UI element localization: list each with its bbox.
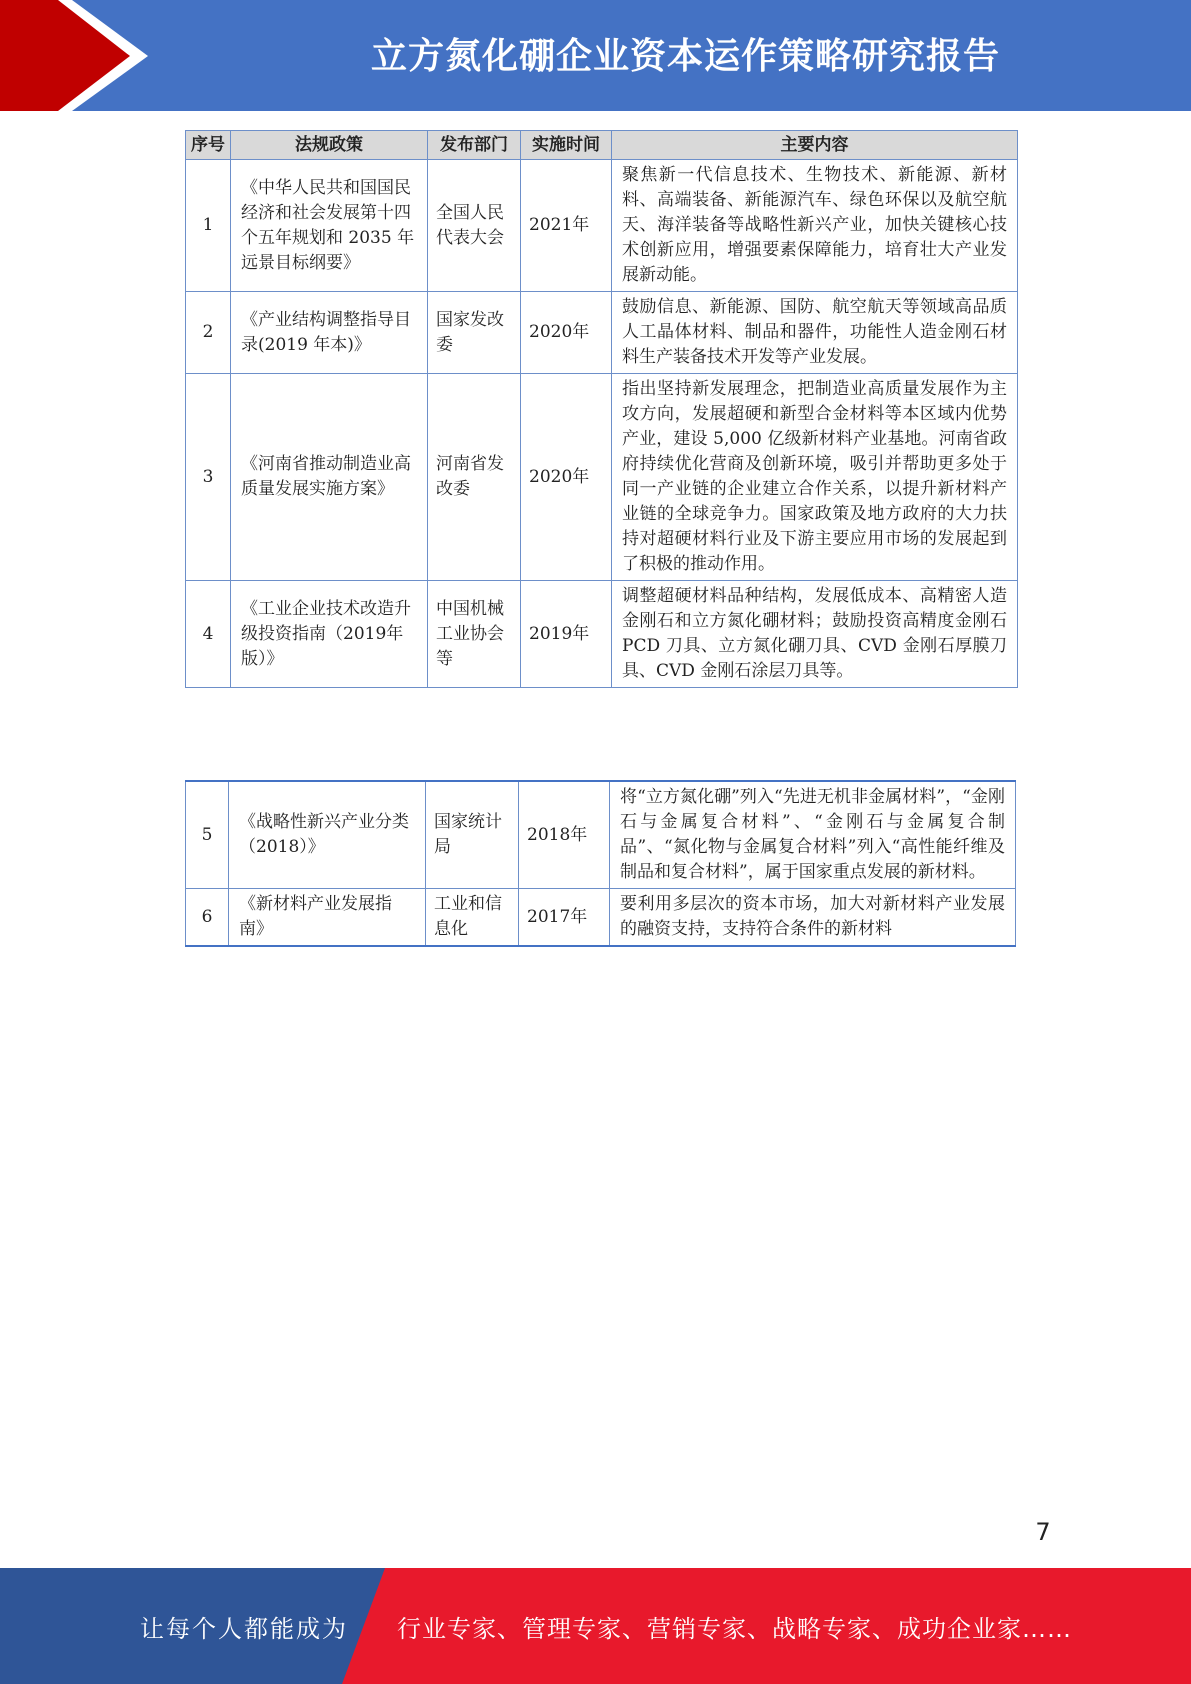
row-content bbox=[610, 889, 1016, 947]
table-row bbox=[186, 160, 1018, 292]
table-row bbox=[186, 581, 1018, 688]
row-time bbox=[519, 889, 610, 947]
row-content: 聚焦新一代信息技术、生物技术、新能源、新材料、高端装备、新能源汽车、绿色环保以及航空航天、海洋装备等战略性新兴产业，加快关键核心技术创新应用，增强要素保障能力，培育壮大产业发展新动能。 bbox=[612, 160, 1018, 292]
row-policy-name: 《河南省推动制造业高质量发展实施方案》 bbox=[231, 374, 428, 581]
row-no: 2 bbox=[186, 292, 231, 374]
row-time: 2021年 bbox=[521, 160, 612, 292]
row-time: 2019年 bbox=[521, 581, 612, 688]
row-dept bbox=[426, 889, 519, 947]
col-header-time: 实施时间 bbox=[521, 131, 612, 160]
row-no: 3 bbox=[186, 374, 231, 581]
row-dept-text: 工业和信息化 bbox=[434, 894, 502, 939]
row-time: 2020年 bbox=[521, 292, 612, 374]
row-no: 5 bbox=[186, 781, 229, 889]
row-content: 调整超硬材料品种结构，发展低成本、高精密人造金刚石和立方氮化硼材料；鼓励投资高精度金刚石 PCD 刀具、立方氮化硼刀具、CVD 金刚石厚膜刀具、CVD 金刚石涂层刀具等。 bbox=[612, 581, 1018, 688]
row-dept: 国家统计局 bbox=[426, 781, 519, 889]
row-content: 鼓励信息、新能源、国防、航空航天等领域高品质人工晶体材料、制品和器件，功能性人造金刚石材料生产装备技术开发等产业发展。 bbox=[612, 292, 1018, 374]
table-row bbox=[186, 889, 1016, 947]
page-footer bbox=[0, 1568, 1191, 1684]
row-dept: 河南省发改委 bbox=[428, 374, 521, 581]
row-no: 6 bbox=[186, 889, 229, 947]
row-policy-name-text: 《新材料产业发展指南》 bbox=[239, 894, 392, 939]
table-row bbox=[186, 374, 1018, 581]
row-policy-name: 《战略性新兴产业分类（2018）》 bbox=[229, 781, 426, 889]
row-content: 将“立方氮化硼”列入“先进无机非金属材料”，“金刚石与金属复合材料”、“金刚石与金属复合制品”、“氮化物与金属复合材料”列入“高性能纤维及制品和复合材料”，属于国家重点发展的新材料。 bbox=[610, 781, 1016, 889]
policy-table-continued bbox=[185, 780, 1016, 947]
row-dept: 国家发改委 bbox=[428, 292, 521, 374]
table-row bbox=[186, 781, 1016, 889]
header-arrow-decoration bbox=[0, 0, 200, 111]
footer-slogan-left: 让每个人都能成为 bbox=[140, 1614, 348, 1643]
row-policy-name: 《中华人民共和国国民经济和社会发展第十四个五年规划和 2035 年远景目标纲要》 bbox=[231, 160, 428, 292]
row-time: 2018年 bbox=[519, 781, 610, 889]
row-no: 4 bbox=[186, 581, 231, 688]
row-content: 指出坚持新发展理念，把制造业高质量发展作为主攻方向，发展超硬和新型合金材料等本区域内优势产业，建设 5,000 亿级新材料产业基地。河南省政府持续优化营商及创新环境，吸引并帮助更多处于同一产业链的企业建立合作关系，以提升新材料产业链的全球竞争力。国家政策及地方政府的大力扶持对超硬材料行业及下游主要应用市场的发展起到了积极的推动作用。 bbox=[612, 374, 1018, 581]
row-policy-name bbox=[229, 889, 426, 947]
row-dept: 中国机械工业协会等 bbox=[428, 581, 521, 688]
page-number: 7 bbox=[1035, 1518, 1051, 1546]
table-row bbox=[186, 292, 1018, 374]
col-header-no: 序号 bbox=[186, 131, 231, 160]
row-policy-name: 《产业结构调整指导目录(2019 年本)》 bbox=[231, 292, 428, 374]
page-header bbox=[0, 0, 1191, 111]
row-time-text: 2017年 bbox=[527, 906, 588, 927]
row-dept: 全国人民代表大会 bbox=[428, 160, 521, 292]
col-header-dept: 发布部门 bbox=[428, 131, 521, 160]
policy-table bbox=[185, 130, 1018, 688]
row-policy-name: 《工业企业技术改造升级投资指南（2019年版）》 bbox=[231, 581, 428, 688]
row-no: 1 bbox=[186, 160, 231, 292]
footer-slogan-right: 行业专家、管理专家、营销专家、战略专家、成功企业家…… bbox=[397, 1614, 1072, 1643]
table-header-row bbox=[186, 131, 1018, 160]
col-header-policy: 法规政策 bbox=[231, 131, 428, 160]
page-title: 立方氮化硼企业资本运作策略研究报告 bbox=[370, 35, 1000, 77]
row-time: 2020年 bbox=[521, 374, 612, 581]
col-header-content: 主要内容 bbox=[612, 131, 1018, 160]
row-content-text: 要利用多层次的资本市场，加大对新材料产业发展的融资支持，支持符合条件的新材料 bbox=[620, 894, 1005, 939]
